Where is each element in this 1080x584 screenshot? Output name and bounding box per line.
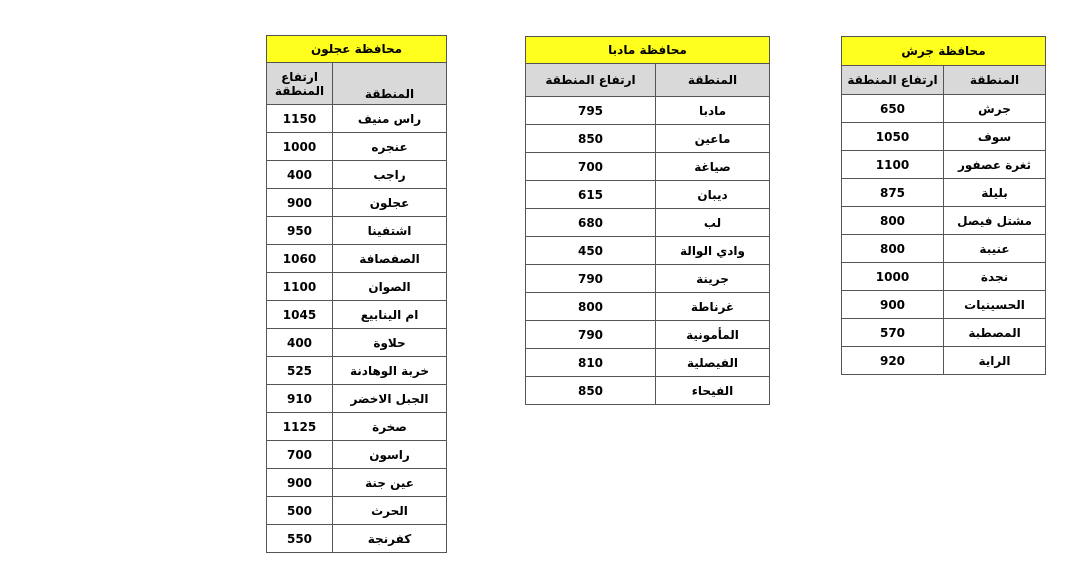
region-name-cell: نجدة — [944, 263, 1046, 291]
table-row — [526, 265, 770, 293]
elevation-value-cell: 800 — [842, 235, 944, 263]
elevation-value-cell: 920 — [842, 347, 944, 375]
elevation-value-cell: 680 — [526, 209, 656, 237]
elevation-value-cell: 850 — [526, 125, 656, 153]
region-name-cell: سوف — [944, 123, 1046, 151]
table-row — [267, 189, 447, 217]
table-row — [267, 441, 447, 469]
elevation-value-cell: 790 — [526, 265, 656, 293]
table-row — [267, 217, 447, 245]
table-row — [842, 347, 1046, 375]
table-row — [842, 291, 1046, 319]
region-name-cell: عجلون — [333, 189, 447, 217]
table-row — [526, 153, 770, 181]
region-name-cell: الراية — [944, 347, 1046, 375]
table-row — [267, 497, 447, 525]
table-row — [842, 95, 1046, 123]
region-name-cell: المأمونية — [656, 321, 770, 349]
elevation-column-header: ارتفاع المنطقة — [526, 64, 656, 97]
elevation-value-cell: 550 — [267, 525, 333, 553]
region-name-cell: جرينة — [656, 265, 770, 293]
elevation-value-cell: 800 — [526, 293, 656, 321]
table-row — [842, 207, 1046, 235]
table-row — [526, 377, 770, 405]
madaba-table-title: محافظة مادبا — [526, 37, 770, 64]
elevation-value-cell: 570 — [842, 319, 944, 347]
region-column-header: المنطقة — [333, 63, 447, 105]
table-row — [526, 209, 770, 237]
region-column-header: المنطقة — [656, 64, 770, 97]
ajloun-table-title: محافظة عجلون — [267, 36, 447, 63]
region-name-cell: راجب — [333, 161, 447, 189]
region-name-cell: وادي الوالة — [656, 237, 770, 265]
table-row — [526, 237, 770, 265]
elevation-value-cell: 400 — [267, 329, 333, 357]
elevation-value-cell: 810 — [526, 349, 656, 377]
table-row — [526, 125, 770, 153]
madaba-elevation-table — [525, 36, 770, 405]
region-name-cell: بليلة — [944, 179, 1046, 207]
table-row — [267, 161, 447, 189]
table-row — [267, 273, 447, 301]
elevation-value-cell: 700 — [526, 153, 656, 181]
jerash-elevation-table — [841, 36, 1046, 375]
table-row — [842, 151, 1046, 179]
table-row — [526, 349, 770, 377]
table-row — [267, 105, 447, 133]
jerash-table-title: محافظة جرش — [842, 37, 1046, 66]
elevation-value-cell: 615 — [526, 181, 656, 209]
elevation-value-cell: 400 — [267, 161, 333, 189]
table-row — [526, 97, 770, 125]
elevation-value-cell: 1150 — [267, 105, 333, 133]
region-name-cell: كفرنجة — [333, 525, 447, 553]
region-name-cell: اشتفينا — [333, 217, 447, 245]
elevation-value-cell: 1100 — [842, 151, 944, 179]
region-name-cell: عنجره — [333, 133, 447, 161]
table-row — [267, 413, 447, 441]
table-row — [526, 293, 770, 321]
region-name-cell: ماعين — [656, 125, 770, 153]
region-name-cell: الحرث — [333, 497, 447, 525]
elevation-value-cell: 850 — [526, 377, 656, 405]
elevation-value-cell: 450 — [526, 237, 656, 265]
elevation-value-cell: 1045 — [267, 301, 333, 329]
elevation-value-cell: 900 — [842, 291, 944, 319]
region-column-header: المنطقة — [944, 66, 1046, 95]
elevation-value-cell: 1125 — [267, 413, 333, 441]
region-name-cell: الصوان — [333, 273, 447, 301]
region-name-cell: جرش — [944, 95, 1046, 123]
table-row — [267, 133, 447, 161]
table-row — [842, 235, 1046, 263]
elevation-value-cell: 875 — [842, 179, 944, 207]
elevation-value-cell: 525 — [267, 357, 333, 385]
elevation-value-cell: 1000 — [842, 263, 944, 291]
elevation-value-cell: 900 — [267, 189, 333, 217]
table-row — [267, 357, 447, 385]
table-row — [526, 181, 770, 209]
region-name-cell: ثغرة عصفور — [944, 151, 1046, 179]
elevation-value-cell: 910 — [267, 385, 333, 413]
region-name-cell: المصطبة — [944, 319, 1046, 347]
elevation-value-cell: 900 — [267, 469, 333, 497]
elevation-value-cell: 800 — [842, 207, 944, 235]
ajloun-elevation-table — [266, 35, 447, 553]
elevation-column-header: ارتفاع المنطقة — [842, 66, 944, 95]
region-name-cell: الجبل الاخضر — [333, 385, 447, 413]
region-name-cell: الحسينيات — [944, 291, 1046, 319]
region-name-cell: لب — [656, 209, 770, 237]
elevation-value-cell: 1100 — [267, 273, 333, 301]
region-name-cell: غرناطة — [656, 293, 770, 321]
table-row — [267, 469, 447, 497]
elevation-value-cell: 1000 — [267, 133, 333, 161]
elevation-column-header: ارتفاع المنطقة — [267, 63, 333, 105]
elevation-value-cell: 1060 — [267, 245, 333, 273]
region-name-cell: مشتل فيصل — [944, 207, 1046, 235]
region-name-cell: مادبا — [656, 97, 770, 125]
table-row — [842, 263, 1046, 291]
region-name-cell: الفيحاء — [656, 377, 770, 405]
region-name-cell: عنيبة — [944, 235, 1046, 263]
elevation-value-cell: 700 — [267, 441, 333, 469]
elevation-value-cell: 1050 — [842, 123, 944, 151]
table-row — [842, 123, 1046, 151]
region-name-cell: راس منيف — [333, 105, 447, 133]
region-name-cell: ام الينابيع — [333, 301, 447, 329]
region-name-cell: راسون — [333, 441, 447, 469]
elevation-value-cell: 950 — [267, 217, 333, 245]
table-row — [842, 319, 1046, 347]
elevation-value-cell: 650 — [842, 95, 944, 123]
region-name-cell: صياغة — [656, 153, 770, 181]
table-row — [267, 385, 447, 413]
region-name-cell: خربة الوهادنة — [333, 357, 447, 385]
table-row — [267, 329, 447, 357]
region-name-cell: الصفصافة — [333, 245, 447, 273]
region-name-cell: حلاوة — [333, 329, 447, 357]
table-row — [267, 301, 447, 329]
table-row — [526, 321, 770, 349]
elevation-value-cell: 500 — [267, 497, 333, 525]
table-row — [267, 245, 447, 273]
region-name-cell: ديبان — [656, 181, 770, 209]
table-row — [267, 525, 447, 553]
region-name-cell: الفيصلية — [656, 349, 770, 377]
elevation-value-cell: 795 — [526, 97, 656, 125]
region-name-cell: عين جنة — [333, 469, 447, 497]
table-row — [842, 179, 1046, 207]
region-name-cell: صخرة — [333, 413, 447, 441]
elevation-value-cell: 790 — [526, 321, 656, 349]
